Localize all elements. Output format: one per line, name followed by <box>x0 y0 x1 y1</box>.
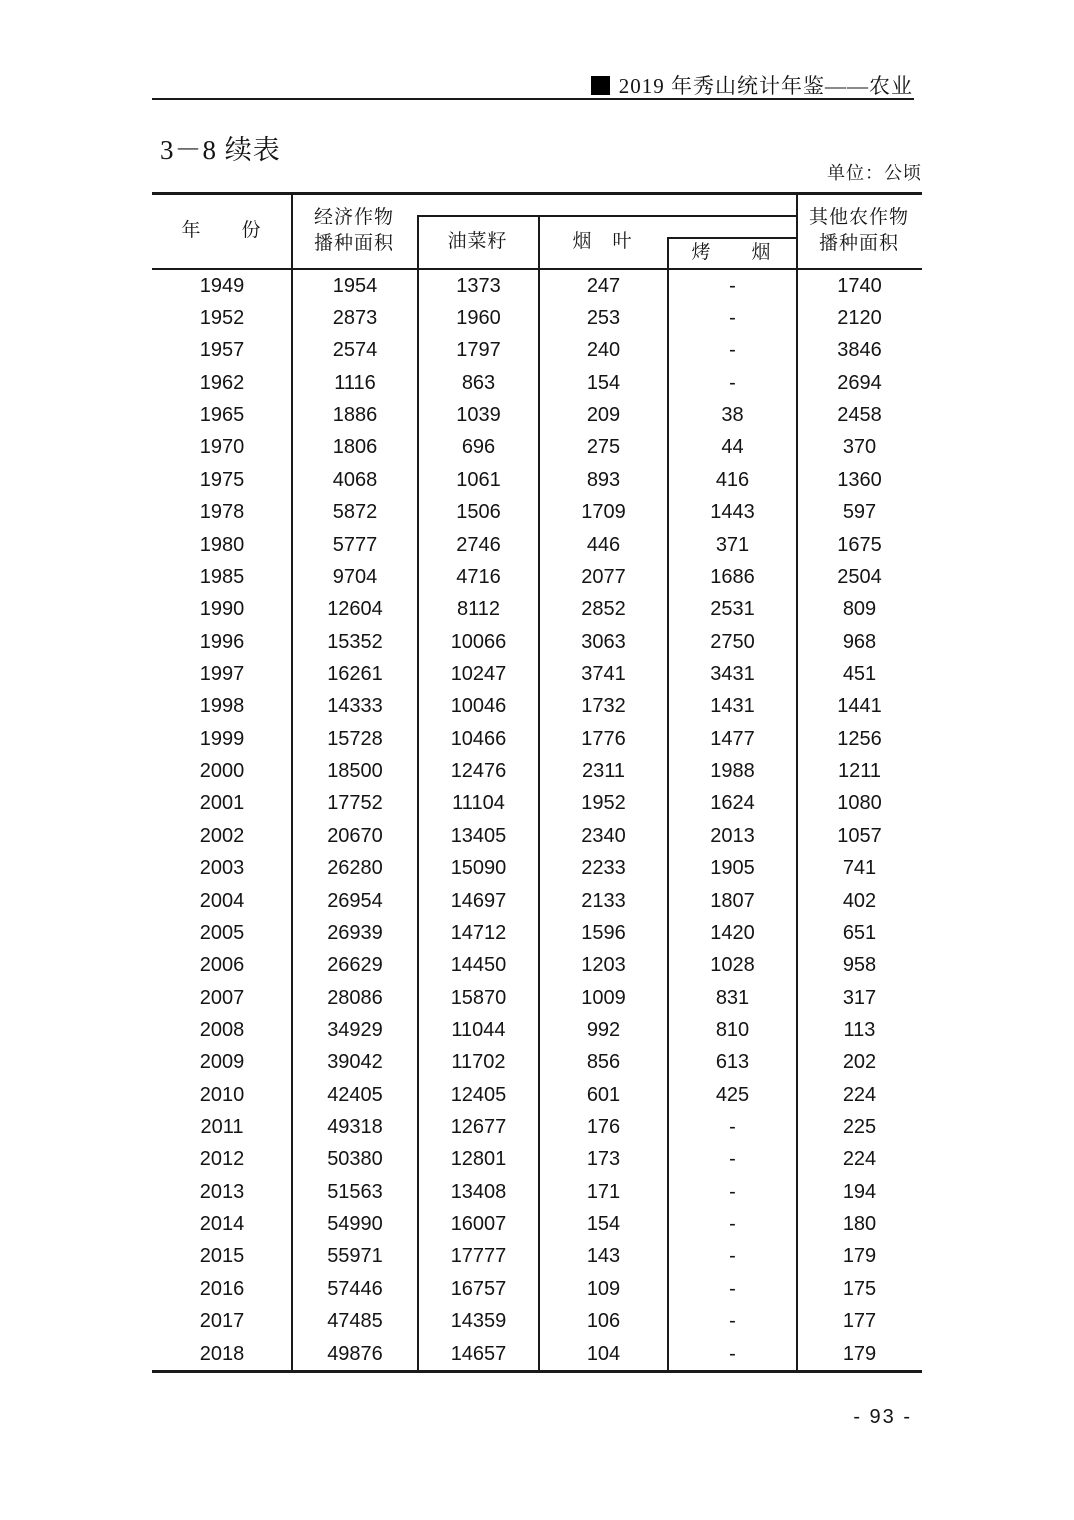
value-cell: 446 <box>586 533 621 556</box>
table-row <box>152 529 922 561</box>
value-cell: 1211 <box>837 760 881 783</box>
table-row <box>152 1111 922 1143</box>
value-cell: 1028 <box>710 954 755 977</box>
column-header-economic-crops-line1: 经济作物 <box>313 207 394 228</box>
column-header-tobacco-leaf: 烟 叶 <box>572 230 633 252</box>
value-cell: 5872 <box>332 501 378 524</box>
value-cell: 26280 <box>327 857 383 880</box>
value-cell: 15728 <box>327 727 383 750</box>
year-cell: 1997 <box>199 662 245 685</box>
year-cell: 1996 <box>199 630 245 653</box>
value-cell: 143 <box>586 1245 621 1268</box>
value-cell: 1009 <box>581 986 626 1009</box>
value-cell: 39042 <box>327 1051 383 1074</box>
value-cell: 12405 <box>450 1083 507 1106</box>
value-cell: 1506 <box>456 501 501 524</box>
header-square-icon <box>591 76 610 95</box>
value-cell: 3846 <box>837 339 882 362</box>
value-cell: 173 <box>586 1148 621 1171</box>
value-cell: 2750 <box>710 630 755 653</box>
value-cell: 613 <box>715 1051 750 1074</box>
value-cell: 49876 <box>327 1342 383 1365</box>
year-cell: 2011 <box>200 1116 244 1139</box>
value-cell: 1373 <box>456 274 501 297</box>
value-cell: 11702 <box>451 1051 506 1074</box>
value-cell: 1797 <box>456 339 501 362</box>
value-cell: 47485 <box>327 1310 383 1333</box>
value-cell: 425 <box>715 1083 750 1106</box>
running-head-title: 2019 年秀山统计年鉴——农业 <box>618 74 913 98</box>
running-head <box>591 70 913 100</box>
value-cell: 597 <box>842 501 877 524</box>
value-cell: 992 <box>586 1018 621 1041</box>
value-cell: 225 <box>842 1116 877 1139</box>
value-cell: 1732 <box>581 695 626 718</box>
table-row <box>152 399 922 431</box>
value-cell: - <box>729 1245 736 1268</box>
value-cell: 1807 <box>710 889 755 912</box>
value-cell: 106 <box>586 1310 621 1333</box>
value-cell: 194 <box>842 1180 877 1203</box>
value-cell: 1806 <box>332 436 378 459</box>
value-cell: 1256 <box>837 727 882 750</box>
value-cell: 44 <box>721 436 744 459</box>
value-cell: 4068 <box>332 468 378 491</box>
value-cell: 175 <box>842 1277 877 1300</box>
value-cell: - <box>729 1213 736 1236</box>
table-row <box>152 1241 922 1273</box>
table-row <box>152 367 922 399</box>
value-cell: - <box>729 1342 736 1365</box>
year-cell: 2015 <box>199 1245 245 1268</box>
value-cell: 810 <box>715 1018 750 1041</box>
value-cell: 177 <box>842 1310 877 1333</box>
value-cell: 370 <box>842 436 877 459</box>
value-cell: 14657 <box>450 1342 507 1365</box>
value-cell: - <box>729 1116 736 1139</box>
value-cell: 1039 <box>456 404 501 427</box>
value-cell: 831 <box>715 986 750 1009</box>
year-cell: 2001 <box>199 792 245 815</box>
value-cell: 958 <box>842 954 877 977</box>
value-cell: 2873 <box>332 307 378 330</box>
value-cell: 1886 <box>332 404 378 427</box>
table-row <box>152 852 922 884</box>
value-cell: 13408 <box>450 1180 507 1203</box>
value-cell: 240 <box>586 339 621 362</box>
value-cell: 9704 <box>332 565 378 588</box>
column-header-flue-cured-tobacco: 烤 烟 <box>691 241 772 263</box>
value-cell: 4716 <box>456 565 501 588</box>
value-cell: 1203 <box>581 954 626 977</box>
year-cell: 2002 <box>199 824 245 847</box>
value-cell: 15090 <box>450 857 507 880</box>
value-cell: 13405 <box>450 824 507 847</box>
table-row <box>152 594 922 626</box>
year-cell: 1952 <box>199 307 245 330</box>
value-cell: 179 <box>842 1342 877 1365</box>
value-cell: 2233 <box>581 857 626 880</box>
year-cell: 1980 <box>199 533 245 556</box>
value-cell: 3063 <box>581 630 626 653</box>
value-cell: 1360 <box>837 468 882 491</box>
table-row <box>152 1079 922 1111</box>
table-row <box>152 561 922 593</box>
value-cell: 2458 <box>837 404 882 427</box>
table-row <box>152 497 922 529</box>
column-header-rapeseed: 油菜籽 <box>447 230 508 252</box>
value-cell: 10466 <box>450 727 507 750</box>
value-cell: 1624 <box>710 792 755 815</box>
value-cell: 863 <box>461 371 496 394</box>
value-cell: 10046 <box>450 695 507 718</box>
value-cell: 2504 <box>837 565 882 588</box>
value-cell: 651 <box>842 921 877 944</box>
running-head-rule <box>152 98 914 100</box>
table-row <box>152 626 922 658</box>
column-header-other-crops <box>796 194 922 268</box>
year-cell: 2013 <box>199 1180 245 1203</box>
value-cell: 1952 <box>581 792 626 815</box>
value-cell: 26629 <box>327 954 383 977</box>
year-cell: 1985 <box>199 565 245 588</box>
value-cell: 1116 <box>334 371 376 394</box>
year-cell: 2003 <box>199 857 245 880</box>
value-cell: 2077 <box>581 565 626 588</box>
value-cell: 180 <box>842 1213 877 1236</box>
year-cell: 1998 <box>199 695 245 718</box>
column-header-economic-crops-line2: 播种面积 <box>313 233 394 254</box>
column-header-other-crops-line1: 其他农作物 <box>808 207 909 228</box>
value-cell: 402 <box>842 889 877 912</box>
value-cell: 3431 <box>710 662 755 685</box>
value-cell: 2120 <box>837 307 882 330</box>
column-header-year: 年 份 <box>181 220 262 241</box>
year-cell: 1965 <box>199 404 245 427</box>
year-cell: 2012 <box>199 1148 245 1171</box>
value-cell: 179 <box>842 1245 877 1268</box>
value-cell: 16757 <box>450 1277 507 1300</box>
year-cell: 1957 <box>199 339 245 362</box>
value-cell: 26939 <box>327 921 383 944</box>
table-row <box>152 950 922 982</box>
value-cell: 154 <box>586 1213 621 1236</box>
value-cell: 696 <box>461 436 496 459</box>
year-cell: 2000 <box>199 760 245 783</box>
table-row <box>152 1047 922 1079</box>
value-cell: 14712 <box>450 921 507 944</box>
table-row <box>152 270 922 302</box>
value-cell: 1080 <box>837 792 882 815</box>
year-cell: 2017 <box>199 1310 245 1333</box>
year-cell: 2009 <box>199 1051 245 1074</box>
year-cell: 1962 <box>199 371 245 394</box>
value-cell: 8112 <box>456 598 500 621</box>
statistics-table <box>152 192 922 1373</box>
value-cell: 3741 <box>581 662 626 685</box>
value-cell: 14333 <box>327 695 383 718</box>
value-cell: 1441 <box>837 695 882 718</box>
value-cell: 2340 <box>581 824 626 847</box>
page-number: - 93 - <box>853 1406 912 1428</box>
value-cell: 2746 <box>456 533 501 556</box>
year-cell: 1999 <box>199 727 245 750</box>
value-cell: - <box>729 1310 736 1333</box>
value-cell: 1431 <box>710 695 755 718</box>
value-cell: 171 <box>586 1180 621 1203</box>
table-row <box>152 1014 922 1046</box>
value-cell: 109 <box>586 1277 621 1300</box>
value-cell: 1740 <box>837 274 882 297</box>
value-cell: - <box>729 371 736 394</box>
value-cell: 1477 <box>710 727 755 750</box>
column-header-economic-crops <box>291 194 417 268</box>
table-row <box>152 1176 922 1208</box>
value-cell: 1960 <box>456 307 501 330</box>
table-row <box>152 982 922 1014</box>
table-row <box>152 464 922 496</box>
year-cell: 2006 <box>199 954 245 977</box>
value-cell: - <box>729 1277 736 1300</box>
table-row <box>152 691 922 723</box>
page-title: 3－8 续表 <box>160 135 281 165</box>
year-cell: 2016 <box>199 1277 245 1300</box>
value-cell: 893 <box>586 468 621 491</box>
value-cell: 2013 <box>710 824 755 847</box>
value-cell: 57446 <box>327 1277 383 1300</box>
year-cell: 1990 <box>199 598 245 621</box>
value-cell: 12801 <box>450 1148 507 1171</box>
table-row <box>152 1338 922 1370</box>
table-row <box>152 302 922 334</box>
value-cell: 1675 <box>837 533 882 556</box>
table-row <box>152 755 922 787</box>
value-cell: 176 <box>586 1116 621 1139</box>
value-cell: 1420 <box>710 921 755 944</box>
year-cell: 2010 <box>199 1083 245 1106</box>
table-row <box>152 885 922 917</box>
year-cell: 1949 <box>199 274 245 297</box>
value-cell: 2694 <box>837 371 882 394</box>
value-cell: 34929 <box>327 1018 383 1041</box>
year-cell: 2014 <box>199 1213 245 1236</box>
value-cell: 11104 <box>452 792 505 815</box>
value-cell: 26954 <box>327 889 383 912</box>
value-cell: 20670 <box>327 824 383 847</box>
value-cell: 451 <box>842 662 877 685</box>
value-cell: 14359 <box>450 1310 507 1333</box>
value-cell: 17752 <box>327 792 383 815</box>
value-cell: 51563 <box>327 1180 383 1203</box>
value-cell: 2311 <box>581 760 625 783</box>
value-cell: 224 <box>842 1083 877 1106</box>
value-cell: 202 <box>842 1051 877 1074</box>
value-cell: 12604 <box>327 598 383 621</box>
value-cell: 1776 <box>581 727 626 750</box>
table-row <box>152 1273 922 1305</box>
table-body <box>152 270 922 1370</box>
value-cell: 1596 <box>581 921 626 944</box>
value-cell: - <box>729 1148 736 1171</box>
value-cell: 1905 <box>710 857 755 880</box>
value-cell: 416 <box>715 468 750 491</box>
value-cell: 209 <box>586 404 621 427</box>
table-bottom-border <box>152 1370 922 1373</box>
value-cell: 1988 <box>710 760 755 783</box>
value-cell: 14450 <box>450 954 507 977</box>
value-cell: 104 <box>586 1342 621 1365</box>
value-cell: 317 <box>842 986 877 1009</box>
value-cell: 15870 <box>450 986 507 1009</box>
table-row <box>152 723 922 755</box>
value-cell: 2852 <box>581 598 626 621</box>
value-cell: 1954 <box>332 274 378 297</box>
value-cell: 2574 <box>332 339 378 362</box>
value-cell: 16007 <box>450 1213 507 1236</box>
value-cell: 12677 <box>450 1116 507 1139</box>
value-cell: 809 <box>842 598 877 621</box>
value-cell: 2531 <box>710 598 755 621</box>
table-row <box>152 658 922 690</box>
table-row <box>152 335 922 367</box>
value-cell: 38 <box>721 404 744 427</box>
value-cell: 968 <box>842 630 877 653</box>
value-cell: 154 <box>586 371 621 394</box>
value-cell: 12476 <box>450 760 507 783</box>
value-cell: 247 <box>586 274 621 297</box>
value-cell: 253 <box>586 307 621 330</box>
unit-label: 单位：公顷 <box>827 163 922 183</box>
value-cell: 54990 <box>327 1213 383 1236</box>
year-cell: 2007 <box>199 986 245 1009</box>
table-row <box>152 1208 922 1240</box>
value-cell: - <box>729 274 736 297</box>
value-cell: 741 <box>842 857 877 880</box>
value-cell: 55971 <box>327 1245 383 1268</box>
value-cell: 2133 <box>581 889 626 912</box>
value-cell: - <box>729 339 736 362</box>
table-row <box>152 1144 922 1176</box>
table-row <box>152 1306 922 1338</box>
value-cell: 18500 <box>327 760 383 783</box>
value-cell: 15352 <box>327 630 383 653</box>
value-cell: - <box>729 307 736 330</box>
column-header-other-crops-line2: 播种面积 <box>818 233 899 254</box>
value-cell: 1057 <box>837 824 882 847</box>
value-cell: 14697 <box>450 889 507 912</box>
year-cell: 2008 <box>199 1018 245 1041</box>
value-cell: 10066 <box>450 630 507 653</box>
value-cell: 224 <box>842 1148 877 1171</box>
year-cell: 2018 <box>199 1342 245 1365</box>
year-cell: 1975 <box>199 468 245 491</box>
table-row <box>152 432 922 464</box>
value-cell: 275 <box>586 436 621 459</box>
value-cell: 11044 <box>451 1018 506 1041</box>
value-cell: 5777 <box>332 533 378 556</box>
value-cell: - <box>729 1180 736 1203</box>
value-cell: 1061 <box>456 468 501 491</box>
table-row <box>152 820 922 852</box>
value-cell: 113 <box>843 1018 876 1041</box>
table-row <box>152 917 922 949</box>
table-row <box>152 788 922 820</box>
value-cell: 10247 <box>450 662 507 685</box>
value-cell: 601 <box>586 1083 621 1106</box>
value-cell: 1686 <box>710 565 755 588</box>
value-cell: 1443 <box>710 501 755 524</box>
year-cell: 2004 <box>199 889 245 912</box>
year-cell: 2005 <box>199 921 245 944</box>
value-cell: 42405 <box>327 1083 383 1106</box>
year-cell: 1978 <box>199 501 245 524</box>
value-cell: 49318 <box>327 1116 383 1139</box>
value-cell: 17777 <box>450 1245 507 1268</box>
value-cell: 371 <box>715 533 750 556</box>
year-cell: 1970 <box>199 436 245 459</box>
value-cell: 16261 <box>327 662 383 685</box>
value-cell: 1709 <box>581 501 626 524</box>
value-cell: 50380 <box>327 1148 383 1171</box>
value-cell: 856 <box>586 1051 621 1074</box>
value-cell: 28086 <box>327 986 383 1009</box>
